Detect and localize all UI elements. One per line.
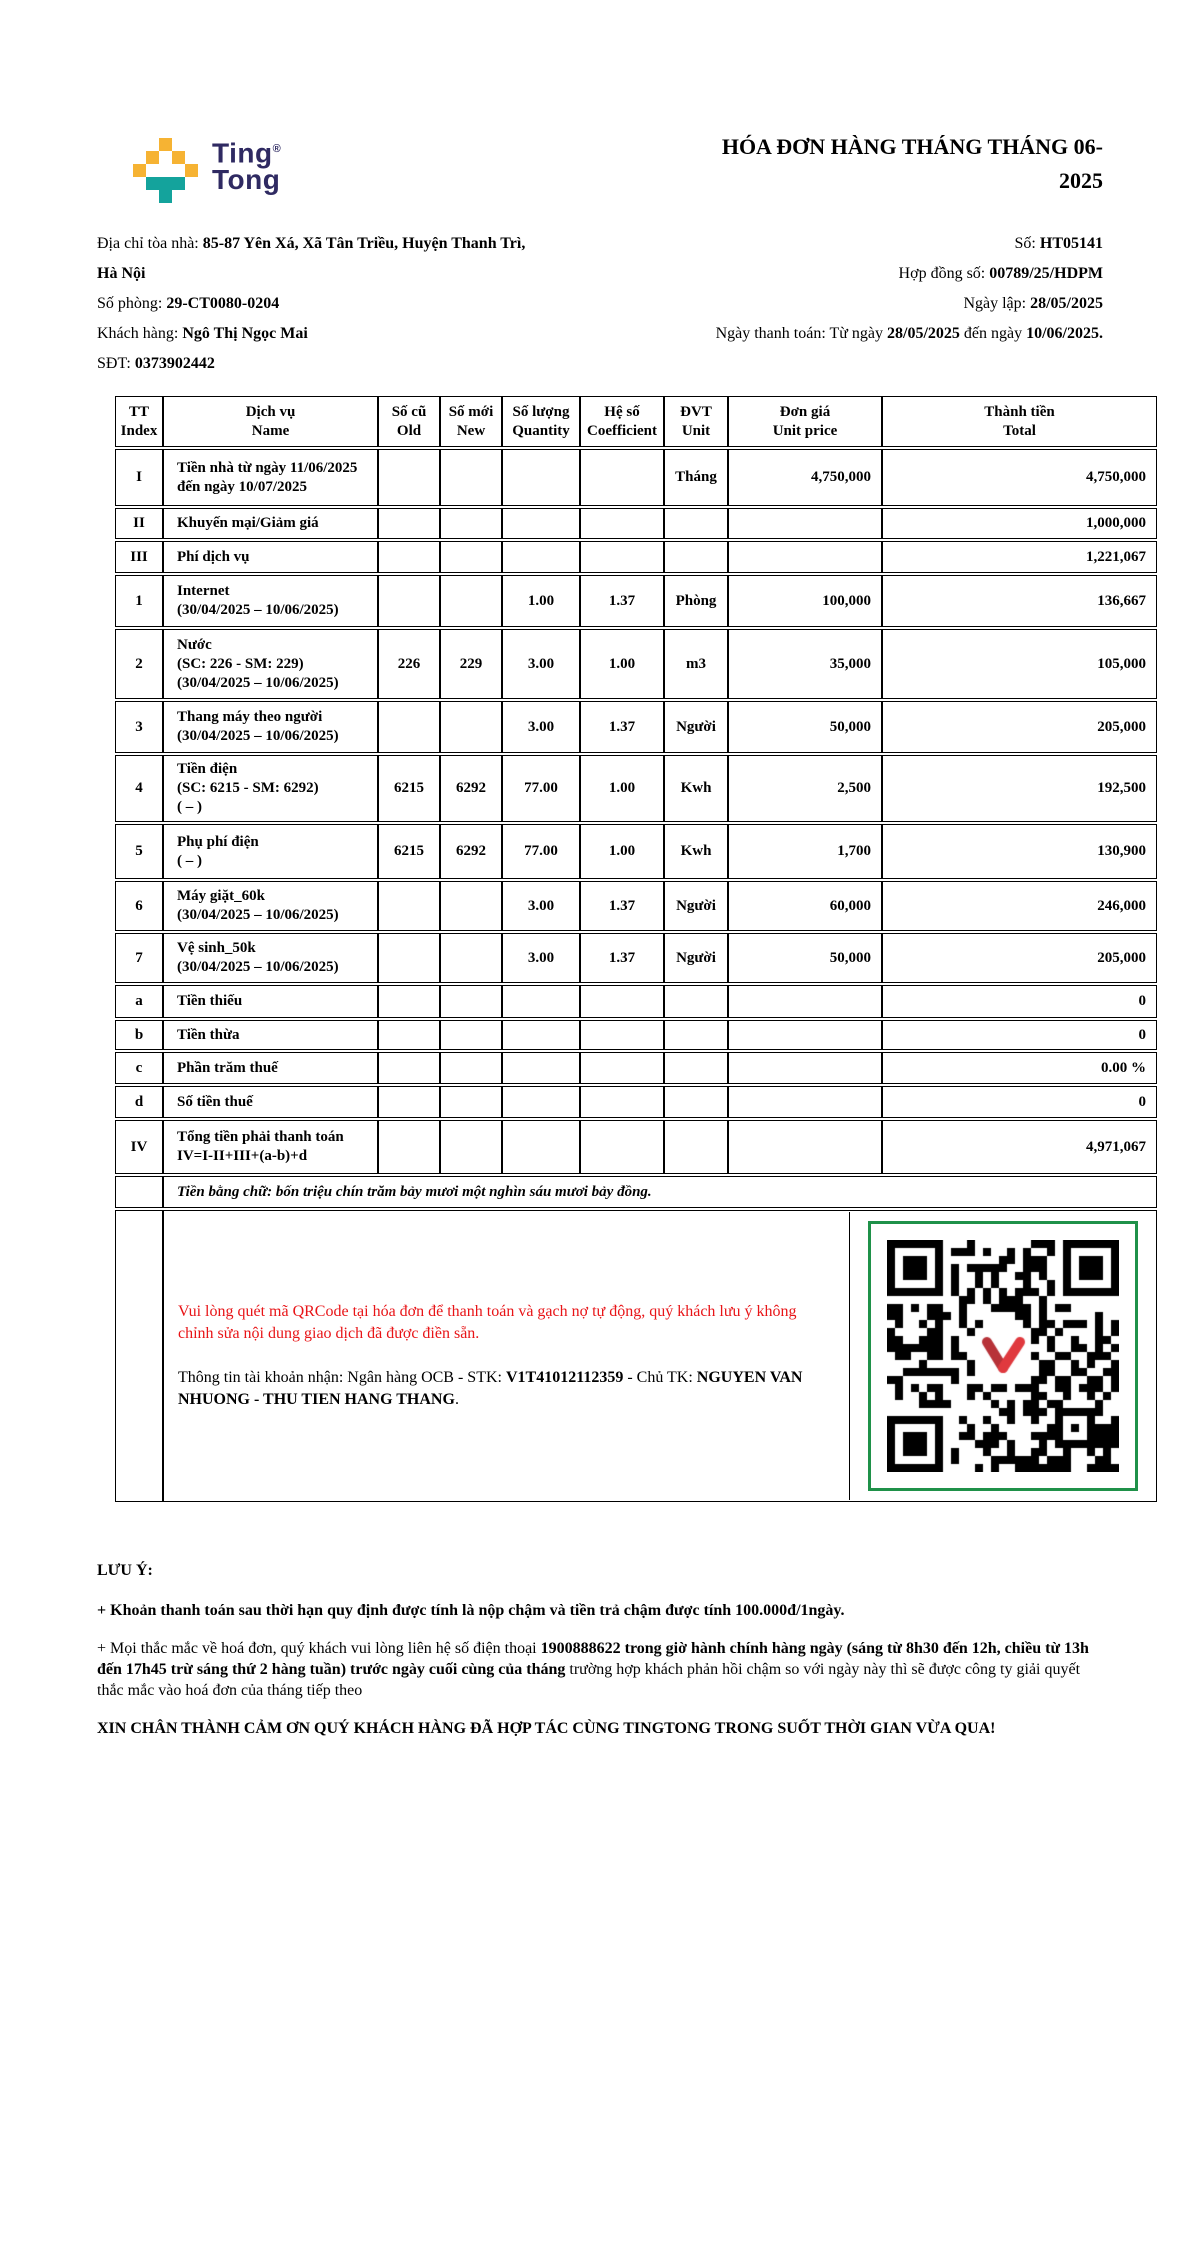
cell-unit-price: 4,750,000 <box>728 449 882 506</box>
cell-old <box>378 541 440 573</box>
cell-index: 7 <box>115 933 163 983</box>
cell-unit <box>664 1020 728 1050</box>
cell-unit-price: 50,000 <box>728 933 882 983</box>
table-row <box>115 985 1157 1018</box>
cell-unit: Phòng <box>664 575 728 627</box>
qr-section <box>163 1210 1157 1502</box>
col-header-coefficient: Hệ số Coefficient <box>580 396 664 447</box>
building-address-city: Hà Nội <box>97 265 146 282</box>
cell-name: Phí dịch vụ <box>163 541 378 573</box>
cell-quantity: 77.00 <box>502 755 580 822</box>
payment-period: Ngày thanh toán: Từ ngày 28/05/2025 đến ngày 10/06/2025. <box>715 325 1103 342</box>
cell-unit-price: 35,000 <box>728 629 882 699</box>
payment-note <box>164 1212 849 1500</box>
cell-old <box>378 575 440 627</box>
cell-unit-price <box>728 1052 882 1084</box>
cell-coefficient: 1.00 <box>580 755 664 822</box>
cell-unit <box>664 541 728 573</box>
col-header-quantity: Số lượng Quantity <box>502 396 580 447</box>
cell-name: Nước (SC: 226 - SM: 229) (30/04/2025 – 10/06/2025) <box>163 629 378 699</box>
cell-quantity <box>502 1120 580 1174</box>
cell-unit: Kwh <box>664 755 728 822</box>
note-hotline: + Mọi thắc mắc về hoá đơn, quý khách vui lòng liên hệ số điện thoại 1900888622 trong giờ hành chính hàng ngày (sáng từ 8h30 đến 12h, chiều từ 13h đến 17h45 trừ sáng thứ 2 hàng tuần) trước ngày cuối cùng của tháng trường hợp khách phản hồi chậm so với ngày này thì sẽ được công ty giải quyết thắc mắc vào hoá đơn của tháng tiếp theo <box>97 1640 1089 1699</box>
cell-new <box>440 1052 502 1084</box>
cell-index <box>115 1210 163 1502</box>
cell-unit: Người <box>664 933 728 983</box>
qr-warning-text: Vui lòng quét mã QRCode tại hóa đơn để thanh toán và gạch nợ tự động, quý khách lưu ý không chỉnh sửa nội dung giao dịch đã được điền sẵn. <box>178 1303 797 1342</box>
cell-name: Khuyến mại/Giảm giá <box>163 508 378 539</box>
cell-coefficient <box>580 1052 664 1084</box>
table-row <box>115 1020 1157 1050</box>
qr-code-frame <box>868 1221 1138 1491</box>
cell-quantity <box>502 1086 580 1118</box>
cell-quantity <box>502 541 580 573</box>
cell-unit-price: 2,500 <box>728 755 882 822</box>
tingtong-logo-icon <box>133 138 198 203</box>
invoice-header <box>0 0 1200 203</box>
notes-title: LƯU Ý: <box>97 1562 153 1579</box>
cell-old <box>378 1120 440 1174</box>
cell-index: 2 <box>115 629 163 699</box>
info-left <box>97 229 639 379</box>
customer-name: Khách hàng: Ngô Thị Ngọc Mai <box>97 325 308 342</box>
cell-total: 1,000,000 <box>882 508 1157 539</box>
cell-index <box>115 1176 163 1208</box>
col-header-name: Dịch vụ Name <box>163 396 378 447</box>
cell-quantity <box>502 985 580 1018</box>
invoice-number: Số: HT05141 <box>1014 235 1103 252</box>
cell-index: II <box>115 508 163 539</box>
cell-new <box>440 881 502 931</box>
cell-name: Máy giặt_60k (30/04/2025 – 10/06/2025) <box>163 881 378 931</box>
room-number: Số phòng: 29-CT0080-0204 <box>97 295 280 312</box>
cell-unit: Người <box>664 701 728 753</box>
cell-name: Thang máy theo người (30/04/2025 – 10/06/2025) <box>163 701 378 753</box>
cell-total: 246,000 <box>882 881 1157 931</box>
cell-coefficient <box>580 985 664 1018</box>
cell-unit <box>664 1086 728 1118</box>
cell-total: 192,500 <box>882 755 1157 822</box>
cell-unit: Kwh <box>664 824 728 879</box>
cell-unit <box>664 1120 728 1174</box>
table-header-row <box>115 396 1157 447</box>
cell-name: Phần trăm thuế <box>163 1052 378 1084</box>
cell-index: 6 <box>115 881 163 931</box>
cell-unit: Tháng <box>664 449 728 506</box>
cell-quantity: 3.00 <box>502 933 580 983</box>
cell-name: Tiền điện (SC: 6215 - SM: 6292) ( – ) <box>163 755 378 822</box>
registered-mark: ® <box>272 143 282 155</box>
qr-code <box>887 1240 1119 1472</box>
col-header-unit: ĐVT Unit <box>664 396 728 447</box>
cell-new <box>440 1020 502 1050</box>
thanks-message: XIN CHÂN THÀNH CẢM ƠN QUÝ KHÁCH HÀNG ĐÃ HỢP TÁC CÙNG TINGTONG TRONG SUỐT THỜI GIAN VỪA QUA! <box>97 1720 996 1737</box>
cell-quantity <box>502 508 580 539</box>
cell-coefficient: 1.37 <box>580 881 664 931</box>
cell-new: 229 <box>440 629 502 699</box>
table-row <box>115 1086 1157 1118</box>
cell-name: Internet (30/04/2025 – 10/06/2025) <box>163 575 378 627</box>
col-header-index: TT Index <box>115 396 163 447</box>
table-row <box>115 508 1157 539</box>
cell-quantity <box>502 1052 580 1084</box>
invoice-info <box>0 203 1200 379</box>
cell-quantity <box>502 449 580 506</box>
cell-quantity <box>502 1020 580 1050</box>
cell-new: 6292 <box>440 755 502 822</box>
cell-unit-price <box>728 508 882 539</box>
cell-new: 6292 <box>440 824 502 879</box>
cell-total: 4,750,000 <box>882 449 1157 506</box>
footer-notes <box>0 1504 1200 1739</box>
cell-quantity: 77.00 <box>502 824 580 879</box>
cell-total: 0 <box>882 1020 1157 1050</box>
cell-name: Số tiền thuế <box>163 1086 378 1118</box>
cell-coefficient: 1.37 <box>580 575 664 627</box>
cell-total: 130,900 <box>882 824 1157 879</box>
cell-old <box>378 449 440 506</box>
cell-index: III <box>115 541 163 573</box>
table-row <box>115 933 1157 983</box>
cell-coefficient <box>580 1020 664 1050</box>
cell-new <box>440 985 502 1018</box>
cell-total: 0 <box>882 1086 1157 1118</box>
cell-index: 5 <box>115 824 163 879</box>
cell-unit-price: 50,000 <box>728 701 882 753</box>
table-row <box>115 881 1157 931</box>
cell-old: 6215 <box>378 824 440 879</box>
cell-name: Tiền nhà từ ngày 11/06/2025 đến ngày 10/07/2025 <box>163 449 378 506</box>
table-row <box>115 824 1157 879</box>
cell-old <box>378 881 440 931</box>
cell-new <box>440 1086 502 1118</box>
cell-coefficient <box>580 1120 664 1174</box>
cell-coefficient: 1.00 <box>580 824 664 879</box>
cell-index: a <box>115 985 163 1018</box>
cell-index: c <box>115 1052 163 1084</box>
cell-unit-price <box>728 1120 882 1174</box>
contract-number: Hợp đồng số: 00789/25/HDPM <box>898 265 1103 282</box>
cell-total: 136,667 <box>882 575 1157 627</box>
cell-index: 3 <box>115 701 163 753</box>
cell-coefficient <box>580 449 664 506</box>
col-header-new: Số mới New <box>440 396 502 447</box>
table-row <box>115 541 1157 573</box>
cell-total: 205,000 <box>882 933 1157 983</box>
cell-unit-price <box>728 1020 882 1050</box>
cell-new <box>440 508 502 539</box>
cell-unit <box>664 508 728 539</box>
cell-unit-price <box>728 985 882 1018</box>
issue-date: Ngày lập: 28/05/2025 <box>963 295 1103 312</box>
cell-unit <box>664 1052 728 1084</box>
cell-quantity: 3.00 <box>502 881 580 931</box>
table-row <box>115 575 1157 627</box>
cell-quantity: 3.00 <box>502 701 580 753</box>
table-row <box>115 629 1157 699</box>
cell-new <box>440 541 502 573</box>
note-late-payment: + Khoản thanh toán sau thời hạn quy định được tính là nộp chậm và tiền trả chậm được tính 100.000đ/1ngày. <box>97 1602 845 1619</box>
invoice-table <box>115 394 1157 1504</box>
cell-index: IV <box>115 1120 163 1174</box>
cell-name: Phụ phí điện ( – ) <box>163 824 378 879</box>
cell-name: Tổng tiền phải thanh toán IV=I-II+III+(a-b)+d <box>163 1120 378 1174</box>
cell-total: 0 <box>882 985 1157 1018</box>
cell-index: b <box>115 1020 163 1050</box>
cell-unit-price <box>728 541 882 573</box>
cell-coefficient <box>580 508 664 539</box>
invoice-title: HÓA ĐƠN HÀNG THÁNG THÁNG 06- 2025 <box>721 134 1103 193</box>
table-row <box>115 755 1157 822</box>
cell-unit-price: 1,700 <box>728 824 882 879</box>
cell-new <box>440 449 502 506</box>
cell-total: 0.00 % <box>882 1052 1157 1084</box>
cell-unit: Người <box>664 881 728 931</box>
tingtong-logo-text: Ting® Tong <box>212 137 282 196</box>
cell-old: 6215 <box>378 755 440 822</box>
table-row <box>115 1052 1157 1084</box>
cell-unit: m3 <box>664 629 728 699</box>
account-info: Thông tin tài khoản nhận: Ngân hàng OCB - STK: V1T41012112359 - Chủ TK: NGUYEN VAN NHUONG - THU TIEN HANG THANG. <box>178 1369 803 1408</box>
cell-new <box>440 575 502 627</box>
cell-new <box>440 701 502 753</box>
cell-index: d <box>115 1086 163 1118</box>
amount-in-words: Tiền bằng chữ: bốn triệu chín trăm bảy mươi một nghìn sáu mươi bảy đồng. <box>163 1176 1157 1208</box>
cell-old <box>378 985 440 1018</box>
cell-old: 226 <box>378 629 440 699</box>
cell-total: 205,000 <box>882 701 1157 753</box>
table-row-grand-total <box>115 1120 1157 1174</box>
cell-index: 1 <box>115 575 163 627</box>
col-header-old: Số cũ Old <box>378 396 440 447</box>
cell-old <box>378 508 440 539</box>
cell-index: 4 <box>115 755 163 822</box>
cell-unit <box>664 985 728 1018</box>
col-header-unit-price: Đơn giá Unit price <box>728 396 882 447</box>
col-header-total: Thành tiền Total <box>882 396 1157 447</box>
cell-name: Tiền thừa <box>163 1020 378 1050</box>
cell-old <box>378 1086 440 1118</box>
cell-coefficient: 1.00 <box>580 629 664 699</box>
cell-name: Tiền thiếu <box>163 985 378 1018</box>
table-row <box>115 449 1157 506</box>
amount-in-words-row <box>115 1176 1157 1208</box>
cell-name: Vệ sinh_50k (30/04/2025 – 10/06/2025) <box>163 933 378 983</box>
cell-coefficient <box>580 1086 664 1118</box>
cell-old <box>378 1020 440 1050</box>
qr-code-area <box>849 1212 1156 1500</box>
cell-new <box>440 1120 502 1174</box>
cell-quantity: 3.00 <box>502 629 580 699</box>
cell-old <box>378 933 440 983</box>
cell-index: I <box>115 449 163 506</box>
cell-coefficient <box>580 541 664 573</box>
info-right <box>639 229 1103 379</box>
qr-row <box>115 1210 1157 1502</box>
cell-old <box>378 701 440 753</box>
cell-coefficient: 1.37 <box>580 701 664 753</box>
tingtong-logo <box>133 128 281 203</box>
cell-coefficient: 1.37 <box>580 933 664 983</box>
building-address: Địa chỉ tòa nhà: 85-87 Yên Xá, Xã Tân Triều, Huyện Thanh Trì, <box>97 235 526 252</box>
cell-old <box>378 1052 440 1084</box>
cell-total: 1,221,067 <box>882 541 1157 573</box>
cell-total: 105,000 <box>882 629 1157 699</box>
customer-phone: SĐT: 0373902442 <box>97 355 215 372</box>
cell-unit-price <box>728 1086 882 1118</box>
cell-new <box>440 933 502 983</box>
table-row <box>115 701 1157 753</box>
cell-unit-price: 100,000 <box>728 575 882 627</box>
cell-unit-price: 60,000 <box>728 881 882 931</box>
cell-total: 4,971,067 <box>882 1120 1157 1174</box>
cell-quantity: 1.00 <box>502 575 580 627</box>
